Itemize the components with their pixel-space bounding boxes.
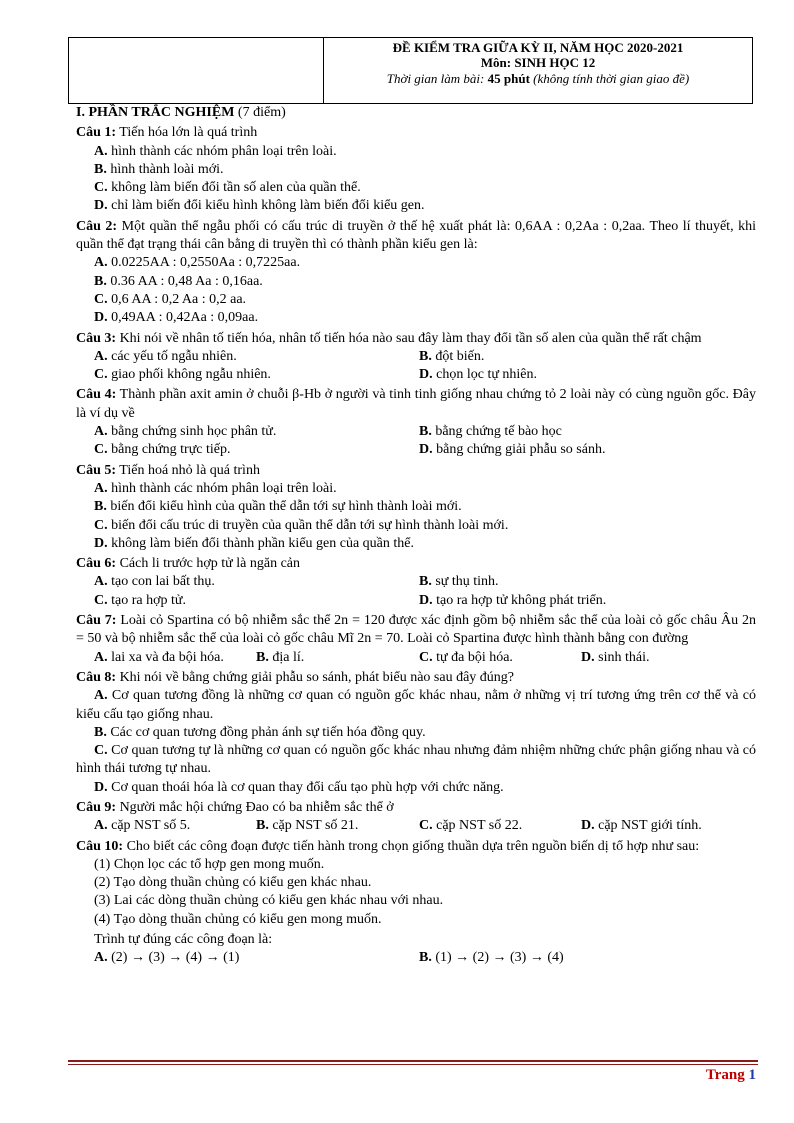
option-text: cặp NST giới tính. xyxy=(594,818,702,834)
section-points: (7 điểm) xyxy=(237,105,286,120)
question-label: Câu 2: xyxy=(76,218,118,234)
options-row xyxy=(76,423,756,441)
option-a[interactable] xyxy=(94,573,419,591)
option-letter: B. xyxy=(94,273,107,289)
option-letter: B. xyxy=(419,348,432,364)
option-letter: B. xyxy=(256,649,269,665)
option-letter: D. xyxy=(94,310,108,326)
option-letter: C. xyxy=(94,180,108,196)
option-d[interactable] xyxy=(76,309,756,327)
option-letter: A. xyxy=(94,255,108,271)
option-letter: C. xyxy=(94,367,108,383)
question-9 xyxy=(76,799,756,817)
option-text: không làm biến đổi thành phần kiểu gen của quần thể. xyxy=(107,535,414,551)
option-d[interactable] xyxy=(76,779,756,797)
option-letter: C. xyxy=(419,818,433,834)
option-a[interactable] xyxy=(94,348,419,366)
footer-divider-thick xyxy=(68,1060,758,1062)
option-b[interactable] xyxy=(76,498,756,516)
exam-time xyxy=(324,71,752,86)
option-a[interactable] xyxy=(94,423,419,441)
footer-divider-thin xyxy=(68,1064,758,1065)
option-text: 0,49AA : 0,42Aa : 0,09aa. xyxy=(107,310,259,326)
option-text: tạo ra hợp tử. xyxy=(107,592,186,608)
option-b[interactable] xyxy=(256,817,419,835)
options-row xyxy=(76,817,756,835)
option-letter: A. xyxy=(94,348,108,364)
option-d[interactable] xyxy=(419,592,606,610)
time-prefix: Thời gian làm bài: xyxy=(386,71,488,86)
options-row xyxy=(76,592,756,610)
question-label: Câu 9: xyxy=(76,799,117,815)
option-c[interactable] xyxy=(76,291,756,309)
option-letter: D. xyxy=(94,779,108,795)
option-c[interactable] xyxy=(419,649,581,667)
option-d[interactable] xyxy=(581,649,649,667)
option-text: hình thành các nhóm phân loại trên loài. xyxy=(107,143,337,159)
question-4 xyxy=(76,386,756,423)
option-text: biến đổi cấu trúc di truyền của quần thể dẫn tới sự hình thành loài mới. xyxy=(107,517,509,533)
option-b[interactable] xyxy=(256,649,419,667)
option-letter: A. xyxy=(94,688,108,704)
option-letter: C. xyxy=(94,592,108,608)
option-text: bằng chứng sinh học phân tử. xyxy=(107,424,277,440)
option-letter: B. xyxy=(94,161,107,177)
page-number-label xyxy=(706,1067,756,1084)
option-text: lai xa và đa bội hóa. xyxy=(107,649,224,665)
option-b[interactable] xyxy=(419,423,562,441)
option-text: địa lí. xyxy=(268,649,305,665)
option-letter: D. xyxy=(581,649,595,665)
question-text: Tiến hóa lớn là quá trình xyxy=(116,125,258,141)
option-letter: B. xyxy=(419,574,432,590)
step-1: (1) Chọn lọc các tổ hợp gen mong muốn. xyxy=(94,856,325,872)
page-number: 1 xyxy=(748,1067,756,1083)
option-text: sinh thái. xyxy=(594,649,650,665)
options-row xyxy=(76,573,756,591)
option-text: 0,6 AA : 0,2 Aa : 0,2 aa. xyxy=(107,291,247,307)
question-2 xyxy=(76,218,756,255)
option-text: hình thành các nhóm phân loại trên loài. xyxy=(107,480,337,496)
option-text: đột biến. xyxy=(431,348,485,364)
option-text: tạo ra hợp tử không phát triển. xyxy=(432,592,607,608)
option-letter: D. xyxy=(94,535,108,551)
option-letter: B. xyxy=(419,950,432,966)
options-row xyxy=(76,348,756,366)
option-c[interactable] xyxy=(419,817,581,835)
question-text: Tiến hoá nhỏ là quá trình xyxy=(116,462,260,478)
question-1 xyxy=(76,124,756,142)
question-prompt: Trình tự đúng các công đoạn là: xyxy=(94,932,273,948)
question-text: Khi nói về nhân tố tiến hóa, nhân tố tiến hóa nào sau đây làm thay đổi tần số alen của quần thể rất chậm xyxy=(116,330,702,346)
time-suffix: (không tính thời gian giao đề) xyxy=(529,71,690,86)
question-label: Câu 10: xyxy=(76,838,124,854)
exam-content xyxy=(76,104,756,968)
question-text: Cách li trước hợp tử là ngăn cản xyxy=(116,556,300,572)
question-text: Cho biết các công đoạn được tiến hành trong chọn giống thuần dựa trên nguồn biến dị tổ hợp như sau: xyxy=(123,838,700,854)
question-6 xyxy=(76,555,756,573)
option-text: (2) → (3) → (4) → (1) xyxy=(107,950,240,966)
option-c[interactable] xyxy=(76,517,756,535)
option-letter: C. xyxy=(94,291,108,307)
option-d[interactable] xyxy=(419,366,537,384)
option-text: giao phối không ngẫu nhiên. xyxy=(107,367,271,383)
option-letter: A. xyxy=(94,424,108,440)
question-label: Câu 1: xyxy=(76,125,117,141)
option-letter: D. xyxy=(419,442,433,458)
option-b[interactable] xyxy=(76,161,756,179)
option-text: cặp NST số 21. xyxy=(268,818,359,834)
question-label: Câu 8: xyxy=(76,669,117,685)
time-value: 45 phút xyxy=(487,71,530,86)
option-text: chỉ làm biến đổi kiểu hình không làm biến đổi kiểu gen. xyxy=(107,198,425,214)
exam-header-table xyxy=(68,37,753,104)
option-text: hình thành loài mới. xyxy=(106,161,224,177)
options-row xyxy=(76,949,756,967)
option-a[interactable] xyxy=(76,687,756,724)
option-letter: C. xyxy=(94,743,108,759)
option-b[interactable] xyxy=(76,724,756,742)
option-text: các yếu tố ngẫu nhiên. xyxy=(107,348,237,364)
option-c[interactable] xyxy=(76,742,756,779)
option-a[interactable] xyxy=(94,817,256,835)
options-row xyxy=(76,649,756,667)
option-c[interactable] xyxy=(94,592,419,610)
question-8 xyxy=(76,669,756,687)
option-a[interactable] xyxy=(94,649,256,667)
exam-subject: Môn: SINH HỌC 12 xyxy=(480,55,596,70)
option-d[interactable] xyxy=(76,197,756,215)
option-letter: A. xyxy=(94,143,108,159)
option-letter: C. xyxy=(419,649,433,665)
question-text: Một quần thể ngẫu phối có cấu trúc di truyền ở thế hệ xuất phát là: 0,6AA : 0,2Aa : 0,2aa. Theo lí thuyết, khi quần thể đạt trạng thái cân bằng di truyền thì có thành phần kiểu gen là: xyxy=(76,218,756,253)
option-text: (1) → (2) → (3) → (4) xyxy=(431,950,564,966)
option-b[interactable] xyxy=(419,348,484,366)
header-left-cell xyxy=(69,38,324,104)
option-letter: D. xyxy=(94,198,108,214)
header-right-cell xyxy=(324,38,753,104)
option-letter: D. xyxy=(419,367,433,383)
exam-title: ĐỀ KIỂM TRA GIỮA KỲ II, NĂM HỌC 2020-2021 xyxy=(392,40,684,55)
option-d[interactable] xyxy=(76,535,756,553)
question-text: Loài cỏ Spartina có bộ nhiễm sắc thể 2n = 120 được xác định gồm bộ nhiễm sắc thể của loài cỏ gốc châu Âu 2n = 50 và bộ nhiễm sắc thể của loài cỏ gốc châu Mĩ 2n = 70. Loài cỏ Spartina được hình thành bằng con đường xyxy=(76,613,756,647)
options-row xyxy=(76,441,756,459)
step-2: (2) Tạo dòng thuần chủng có kiểu gen khác nhau. xyxy=(94,875,372,891)
step-3: (3) Lai các dòng thuần chủng có kiểu gen khác nhau với nhau. xyxy=(94,893,444,909)
option-letter: B. xyxy=(94,499,107,515)
section-title xyxy=(76,104,756,122)
option-a[interactable] xyxy=(76,480,756,498)
option-letter: B. xyxy=(256,818,269,834)
step-4: (4) Tạo dòng thuần chủng có kiểu gen mong muốn. xyxy=(94,911,382,927)
option-text: tự đa bội hóa. xyxy=(432,649,513,665)
question-7 xyxy=(76,612,756,649)
question-5 xyxy=(76,462,756,480)
option-text: 0.0225AA : 0,2550Aa : 0,7225aa. xyxy=(107,255,301,271)
option-letter: A. xyxy=(94,574,108,590)
option-letter: C. xyxy=(94,442,108,458)
option-b[interactable] xyxy=(76,273,756,291)
option-text: không làm biến đổi tần số alen của quần thể. xyxy=(107,180,361,196)
question-label: Câu 5: xyxy=(76,462,117,478)
option-letter: D. xyxy=(419,592,433,608)
option-b[interactable] xyxy=(419,949,564,967)
option-text: tạo con lai bất thụ. xyxy=(107,574,215,590)
option-text: bằng chứng giải phẫu so sánh. xyxy=(432,442,606,458)
section-title-text: I. PHẦN TRẮC NGHIỆM xyxy=(76,105,235,120)
option-text: bằng chứng tế bào học xyxy=(431,424,562,440)
option-a[interactable] xyxy=(76,143,756,161)
option-letter: A. xyxy=(94,950,108,966)
question-text: Thành phần axit amin ở chuỗi β-Hb ở người và tinh tinh giống nhau chứng tỏ 2 loài này có cùng nguồn gốc. Đây là ví dụ về xyxy=(76,387,756,421)
option-letter: B. xyxy=(94,724,107,740)
question-label: Câu 3: xyxy=(76,330,117,346)
option-letter: C. xyxy=(94,517,108,533)
question-text: Người mắc hội chứng Đao có ba nhiễm sắc thể ở xyxy=(116,799,394,815)
question-label: Câu 7: xyxy=(76,613,117,629)
question-label: Câu 6: xyxy=(76,556,117,572)
option-text: Các cơ quan tương đồng phản ánh sự tiến hóa đồng quy. xyxy=(106,724,426,740)
option-text: cặp NST số 5. xyxy=(107,818,191,834)
option-text: 0.36 AA : 0,48 Aa : 0,16aa. xyxy=(106,273,263,289)
option-a[interactable] xyxy=(94,949,419,967)
question-10 xyxy=(76,838,756,856)
option-text: cặp NST số 22. xyxy=(432,818,523,834)
question-3 xyxy=(76,330,756,348)
option-letter: A. xyxy=(94,649,108,665)
option-letter: A. xyxy=(94,818,108,834)
page-word: Trang xyxy=(705,1067,749,1083)
option-text: Cơ quan tương đồng là những cơ quan có nguồn gốc khác nhau, nằm ở những vị trí tương ứng trên cơ thể và có kiểu cấu tạo giống nhau. xyxy=(76,688,756,722)
option-d[interactable] xyxy=(581,817,702,835)
option-d[interactable] xyxy=(419,441,605,459)
option-text: chọn lọc tự nhiên. xyxy=(432,367,538,383)
option-letter: D. xyxy=(581,818,595,834)
options-row xyxy=(76,366,756,384)
option-text: sự thụ tinh. xyxy=(431,574,499,590)
option-text: biến đổi kiểu hình của quần thể dẫn tới sự hình thành loài mới. xyxy=(106,499,462,515)
option-c[interactable] xyxy=(76,179,756,197)
option-letter: B. xyxy=(419,424,432,440)
option-letter: A. xyxy=(94,480,108,496)
option-text: bằng chứng trực tiếp. xyxy=(107,442,231,458)
option-text: Cơ quan thoái hóa là cơ quan thay đổi cấu tạo phù hợp với chức năng. xyxy=(107,779,504,795)
option-text: Cơ quan tương tự là những cơ quan có nguồn gốc khác nhau nhưng đảm nhiệm những chức phận giống nhau và có hình thái tương tự nhau. xyxy=(76,743,756,777)
option-a[interactable] xyxy=(76,254,756,272)
option-b[interactable] xyxy=(419,573,499,591)
question-label: Câu 4: xyxy=(76,387,117,403)
option-c[interactable] xyxy=(94,366,419,384)
option-c[interactable] xyxy=(94,441,419,459)
question-text: Khi nói về bằng chứng giải phẫu so sánh, phát biểu nào sau đây đúng? xyxy=(116,669,515,685)
